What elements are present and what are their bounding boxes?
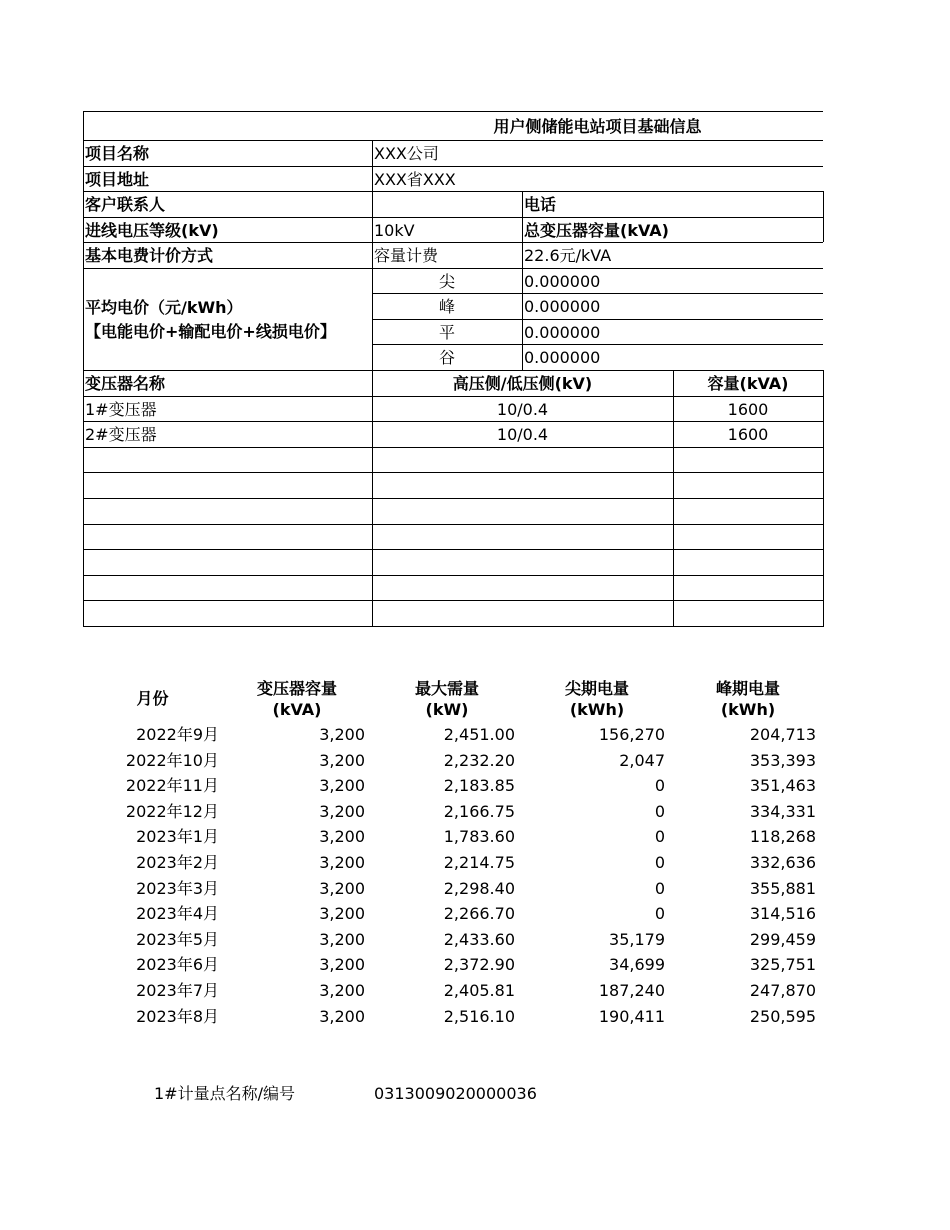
voltage-label: 进线电压等级(kV): [85, 221, 219, 240]
peak-energy-cell: 250,595: [749, 1006, 816, 1026]
sharp-energy-cell: 0: [654, 827, 665, 847]
demand-cell: 2,183.85: [443, 776, 515, 796]
sharp-energy-header-unit: (kWh): [569, 700, 625, 719]
meter-label: 1#计量点名称/编号: [154, 1084, 295, 1103]
capacity-header-label: 变压器容量: [256, 679, 337, 698]
sharp-energy-cell: 190,411: [598, 1006, 665, 1026]
demand-header: [387, 678, 507, 720]
month-cell: 2023年4月: [136, 904, 219, 924]
sharp-energy-cell: 0: [654, 776, 665, 796]
table-row: [0, 901, 950, 927]
price-value-valley: 0.000000: [524, 348, 601, 367]
capacity-cell: 3,200: [319, 878, 365, 898]
sharp-energy-cell: 0: [654, 801, 665, 821]
peak-energy-cell: 325,751: [749, 955, 816, 975]
month-cell: 2022年10月: [125, 750, 219, 770]
peak-energy-header: [688, 678, 808, 720]
capacity-header-unit: (kVA): [272, 700, 322, 719]
price-period-valley: 谷: [438, 348, 455, 367]
meter-value: 0313009020000036: [374, 1084, 537, 1103]
table-row: [0, 773, 950, 799]
billing-label: 基本电费计价方式: [85, 246, 214, 265]
sharp-energy-cell: 0: [654, 853, 665, 872]
demand-header-label: 最大需量: [414, 679, 479, 698]
demand-cell: 1,783.60: [443, 827, 515, 847]
month-cell: 2022年12月: [125, 801, 219, 821]
month-cell: 2023年6月: [136, 955, 219, 975]
demand-cell: 2,298.40: [443, 878, 515, 898]
month-cell: 2023年2月: [136, 853, 219, 872]
capacity-cell: 3,200: [319, 827, 365, 847]
peak-energy-header-label: 峰期电量: [715, 679, 780, 698]
capacity-header: [237, 678, 357, 720]
transformer-voltage: 10/0.4: [496, 400, 549, 419]
peak-energy-cell: 353,393: [749, 750, 816, 770]
month-cell: 2023年1月: [136, 827, 219, 847]
sharp-energy-cell: 35,179: [609, 929, 665, 949]
peak-energy-cell: 355,881: [749, 878, 816, 898]
peak-energy-cell: 204,713: [749, 725, 816, 744]
table-row: [0, 876, 950, 902]
avg-price-sublabel: 【电能电价+输配电价+线损电价】: [85, 322, 336, 341]
table-row: [0, 799, 950, 825]
billing-price: 22.6元/kVA: [524, 246, 612, 265]
table-row: [0, 1004, 950, 1030]
peak-energy-cell: 351,463: [749, 776, 816, 796]
capacity-cell: 3,200: [319, 853, 365, 872]
voltage-value: 10kV: [374, 221, 415, 240]
demand-cell: 2,166.75: [443, 801, 515, 821]
sharp-energy-cell: 0: [654, 904, 665, 924]
sharp-energy-header: [537, 678, 657, 720]
page-title: 用户侧储能电站项目基础信息: [493, 117, 702, 136]
demand-cell: 2,405.81: [443, 981, 515, 1000]
table-row: [0, 952, 950, 978]
sharp-energy-header-label: 尖期电量: [564, 679, 629, 698]
project-name-value: XXX公司: [374, 144, 439, 163]
sharp-energy-cell: 2,047: [619, 750, 665, 770]
capacity-cell: 3,200: [319, 725, 365, 744]
demand-cell: 2,266.70: [443, 904, 515, 924]
table-row: [0, 850, 950, 876]
table-row: [0, 748, 950, 774]
peak-energy-cell: 314,516: [749, 904, 816, 924]
transformer-capacity-header: 容量(kVA): [707, 374, 789, 393]
capacity-cell: 3,200: [319, 981, 365, 1000]
transformer-capacity: 1600: [727, 425, 769, 444]
transformer-voltage: 10/0.4: [496, 425, 549, 444]
table-row: [0, 978, 950, 1004]
transformer-voltage-header: 高压侧/低压侧(kV): [452, 374, 593, 393]
project-name-label: 项目名称: [85, 144, 150, 163]
month-cell: 2022年9月: [136, 725, 219, 744]
capacity-cell: 3,200: [319, 955, 365, 975]
sharp-energy-cell: 156,270: [598, 725, 665, 744]
billing-method: 容量计费: [374, 246, 439, 265]
month-cell: 2023年7月: [136, 981, 219, 1000]
transformer-name-header: 变压器名称: [85, 374, 166, 393]
capacity-cell: 3,200: [319, 776, 365, 796]
sharp-energy-cell: 187,240: [598, 981, 665, 1000]
peak-energy-cell: 334,331: [749, 801, 816, 821]
month-cell: 2023年5月: [136, 929, 219, 949]
table-row: [0, 722, 950, 748]
month-header-label: 月份: [136, 689, 169, 708]
month-header: [115, 688, 190, 709]
total-capacity-label: 总变压器容量(kVA): [524, 221, 669, 240]
capacity-cell: 3,200: [319, 904, 365, 924]
price-period-flat: 平: [438, 323, 455, 342]
month-cell: 2022年11月: [125, 776, 219, 796]
transformer-capacity: 1600: [727, 400, 769, 419]
demand-cell: 2,372.90: [443, 955, 515, 975]
peak-energy-header-unit: (kWh): [720, 700, 776, 719]
month-cell: 2023年3月: [136, 878, 219, 898]
table-row: [0, 927, 950, 953]
price-value-flat: 0.000000: [524, 323, 601, 342]
sharp-energy-cell: 0: [654, 878, 665, 898]
price-value-peak: 0.000000: [524, 297, 601, 316]
address-value: XXX省XXX: [374, 170, 456, 189]
capacity-cell: 3,200: [319, 801, 365, 821]
demand-header-unit: (kW): [425, 700, 469, 719]
table-row: [0, 824, 950, 850]
price-value-peak-top: 0.000000: [524, 272, 601, 291]
transformer-name: 2#变压器: [85, 425, 157, 444]
peak-energy-cell: 247,870: [749, 981, 816, 1000]
capacity-cell: 3,200: [319, 750, 365, 770]
demand-cell: 2,451.00: [443, 725, 515, 744]
address-label: 项目地址: [85, 170, 150, 189]
contact-label: 客户联系人: [85, 195, 166, 214]
transformer-name: 1#变压器: [85, 400, 157, 419]
capacity-cell: 3,200: [319, 1006, 365, 1026]
demand-cell: 2,433.60: [443, 929, 515, 949]
price-period-peak-top: 尖: [438, 272, 455, 291]
peak-energy-cell: 299,459: [749, 929, 816, 949]
price-period-peak: 峰: [438, 297, 455, 316]
demand-cell: 2,214.75: [443, 853, 515, 872]
peak-energy-cell: 118,268: [749, 827, 816, 847]
phone-label: 电话: [524, 195, 557, 214]
avg-price-label: 平均电价（元/kWh）: [85, 298, 243, 317]
capacity-cell: 3,200: [319, 929, 365, 949]
month-cell: 2023年8月: [136, 1006, 219, 1026]
sharp-energy-cell: 34,699: [609, 955, 665, 975]
demand-cell: 2,516.10: [443, 1006, 515, 1026]
demand-cell: 2,232.20: [443, 750, 515, 770]
peak-energy-cell: 332,636: [749, 853, 816, 872]
